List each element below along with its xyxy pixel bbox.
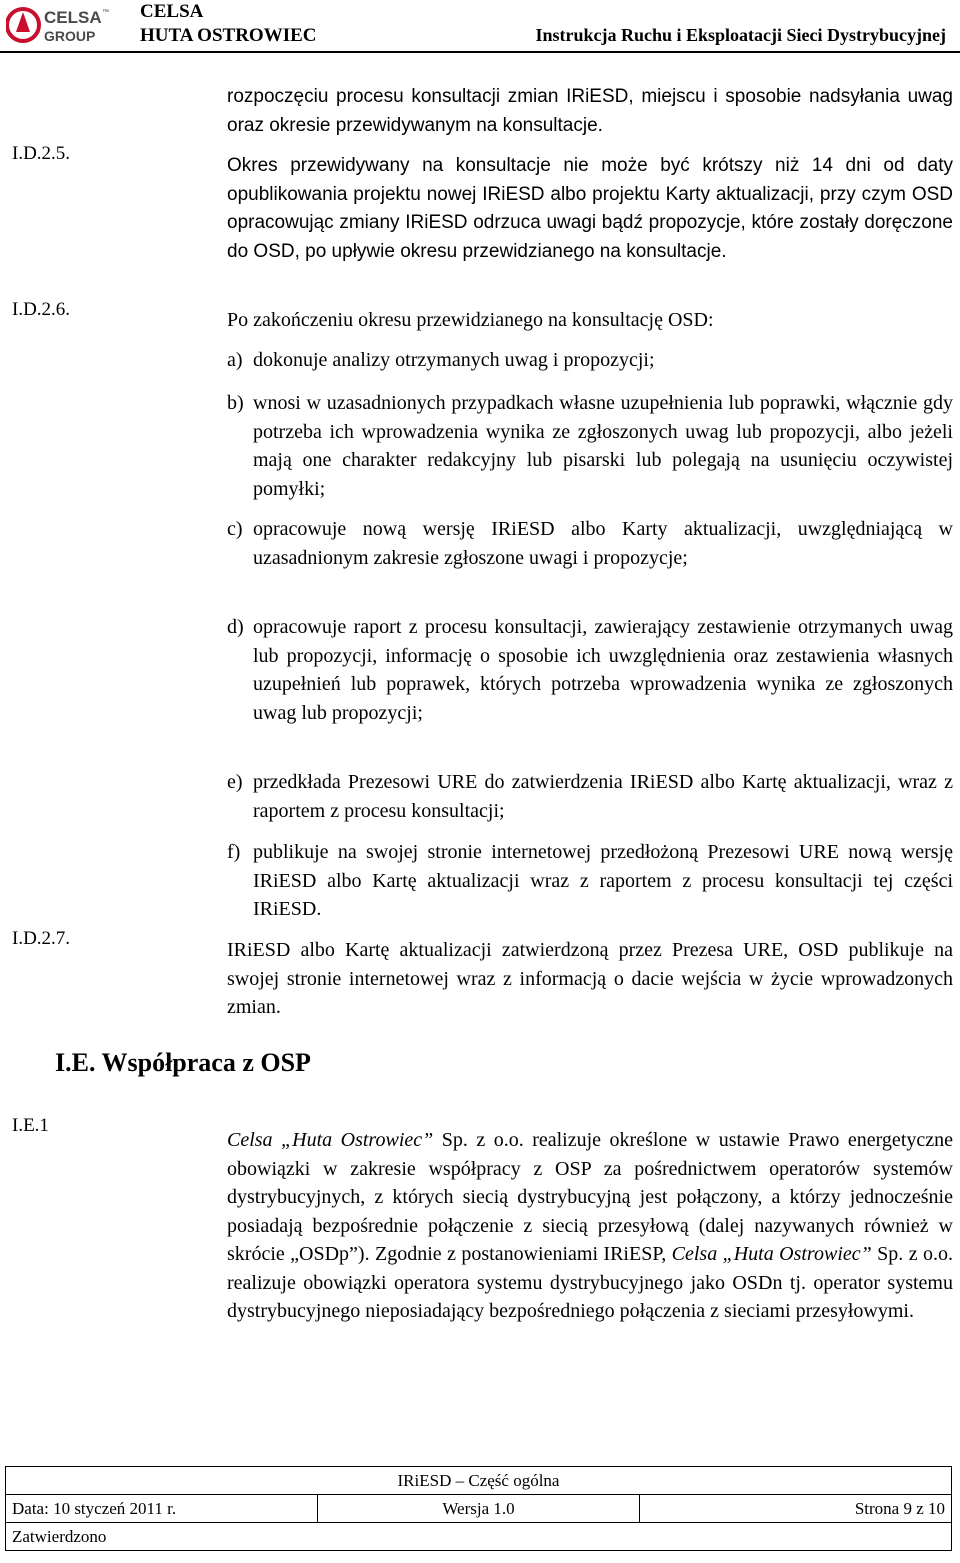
- logo-mark: [7, 9, 39, 41]
- list-item-e: [227, 768, 953, 825]
- margin-label-d27: I.D.2.7.: [12, 928, 71, 949]
- logo-main-text: CELSA: [44, 8, 102, 27]
- list-item-label: e): [227, 771, 243, 793]
- list-item-label: c): [227, 518, 243, 540]
- margin-label-d26: I.D.2.6.: [12, 299, 71, 320]
- company-name-italic: Celsa „Huta Ostrowiec”: [227, 1129, 434, 1151]
- list-item-text: opracowuje raport z procesu konsultacji, zawierający zestawienie otrzymanych uwag lub propozycji, informację o sposobie ich uwzględnienia oraz zestawienia własnych uzupełnień lub poprawek, których potrzeba wprowadzenia wynika ze zgłoszonych uwag lub propozycji;: [253, 616, 953, 724]
- list-item-text: opracowuje nową wersję IRiESD albo Karty aktualizacji, uwzględniającą w uzasadnionym zakresie zgłoszone uwagi i propozycje;: [253, 518, 953, 569]
- list-item-f: [227, 838, 953, 924]
- company-name-italic: Celsa „Huta Ostrowiec”: [671, 1243, 872, 1265]
- list-item-label: d): [227, 616, 244, 638]
- paragraph-e1: [227, 1126, 953, 1326]
- list-item-label: a): [227, 349, 243, 371]
- company-line-1: CELSA: [140, 1, 204, 22]
- company-line-2: HUTA OSTROWIEC: [140, 25, 317, 46]
- paragraph-d26: Po zakończeniu okresu przewidzianego na konsultację OSD:: [227, 309, 714, 331]
- footer-approved: Zatwierdzono: [6, 1523, 952, 1551]
- logo-tm: ™: [102, 9, 109, 16]
- paragraph-intro: rozpoczęciu procesu konsultacji zmian IRiESD, miejscu i sposobie nadsyłania uwag oraz okresie przewidywanym na konsultacje.: [227, 86, 953, 136]
- paragraph-d27: IRiESD albo Kartę aktualizacji zatwierdzoną przez Prezesa URE, OSD publikuje na swojej stronie internetowej wraz z informacją o dacie wejścia w życie wprowadzonych zmian.: [227, 939, 953, 1018]
- footer-date: Data: 10 styczeń 2011 r.: [6, 1495, 318, 1523]
- list-item-text: przedkłada Prezesowi URE do zatwierdzenia IRiESD albo Kartę aktualizacji, wraz z raportem z procesu konsultacji;: [253, 771, 953, 822]
- paragraph-d25: Okres przewidywany na konsultacje nie może być krótszy niż 14 dni od daty opublikowania projektu nowej IRiESD albo projektu Karty aktualizacji, przy czym OSD opracowując zmiany IRiESD odrzuca uwagi bądź propozycje, które zostały doręczone do OSD, po upływie okresu przewidzianego na konsultacje.: [227, 155, 953, 262]
- list-item-label: b): [227, 392, 244, 414]
- paragraph-e1-text-1: Sp. z o.o. realizuje określone w ustawie Prawo energetyczne obowiązki w zakresie współpracy z OSP za pośrednictwem operatorów systemów dystrybucyjnych, z których siecią dystrybucyjną jest połączony, a którzy jednocześnie posiadają bezpośrednie połączenie z siecią przesyłową (dalej nazywanych również w skrócie „OSDp”). Zgodnie z postanowieniami IRiESP,: [227, 1129, 954, 1265]
- footer-doc-part: IRiESD – Część ogólna: [6, 1467, 952, 1495]
- list-item-text: wnosi w uzasadnionych przypadkach własne uzupełnienia lub poprawki, włącznie gdy potrzeba ich wprowadzenia wynika ze zgłoszonych uwag lub propozycji, albo jeżeli mają one charakter redakcyjny lub pisarski lub polegają na usunięciu oczywistej pomyłki;: [253, 392, 953, 500]
- section-heading: I.E. Współpraca z OSP: [55, 1048, 311, 1077]
- company-name: [140, 0, 317, 48]
- list-item-text: dokonuje analizy otrzymanych uwag i propozycji;: [253, 349, 655, 371]
- paragraph-e1-text-2: Sp. z o.o. realizuje obowiązki operatora systemu dystrybucyjnego jako OSDn tj. operator systemu dystrybucyjnego nieposiadający bezpośredniego połączenia z sieciami przesyłowymi.: [227, 1243, 953, 1322]
- footer-table: [5, 1466, 952, 1551]
- header-divider: [0, 51, 960, 53]
- footer-version: Wersja 1.0: [318, 1495, 640, 1523]
- celsa-group-logo: [6, 2, 124, 48]
- list-item-d: [227, 613, 953, 727]
- list-item-label: f): [227, 841, 241, 863]
- footer-page-number: Strona 9 z 10: [639, 1495, 951, 1523]
- list-item-b: [227, 389, 953, 503]
- list-item-c: [227, 515, 953, 572]
- logo-sub-text: GROUP: [44, 28, 96, 44]
- margin-label-d25: I.D.2.5.: [12, 143, 71, 164]
- list-item-text: publikuje na swojej stronie internetowej przedłożoną Prezesowi URE nową wersję IRiESD albo Kartę aktualizacji wraz z raportem z procesu konsultacji tej części IRiESD.: [253, 841, 953, 920]
- list-item-a: [227, 346, 953, 375]
- document-title: Instrukcja Ruchu i Eksploatacji Sieci Dystrybucyjnej: [535, 25, 946, 45]
- margin-label-e1: I.E.1: [12, 1115, 49, 1136]
